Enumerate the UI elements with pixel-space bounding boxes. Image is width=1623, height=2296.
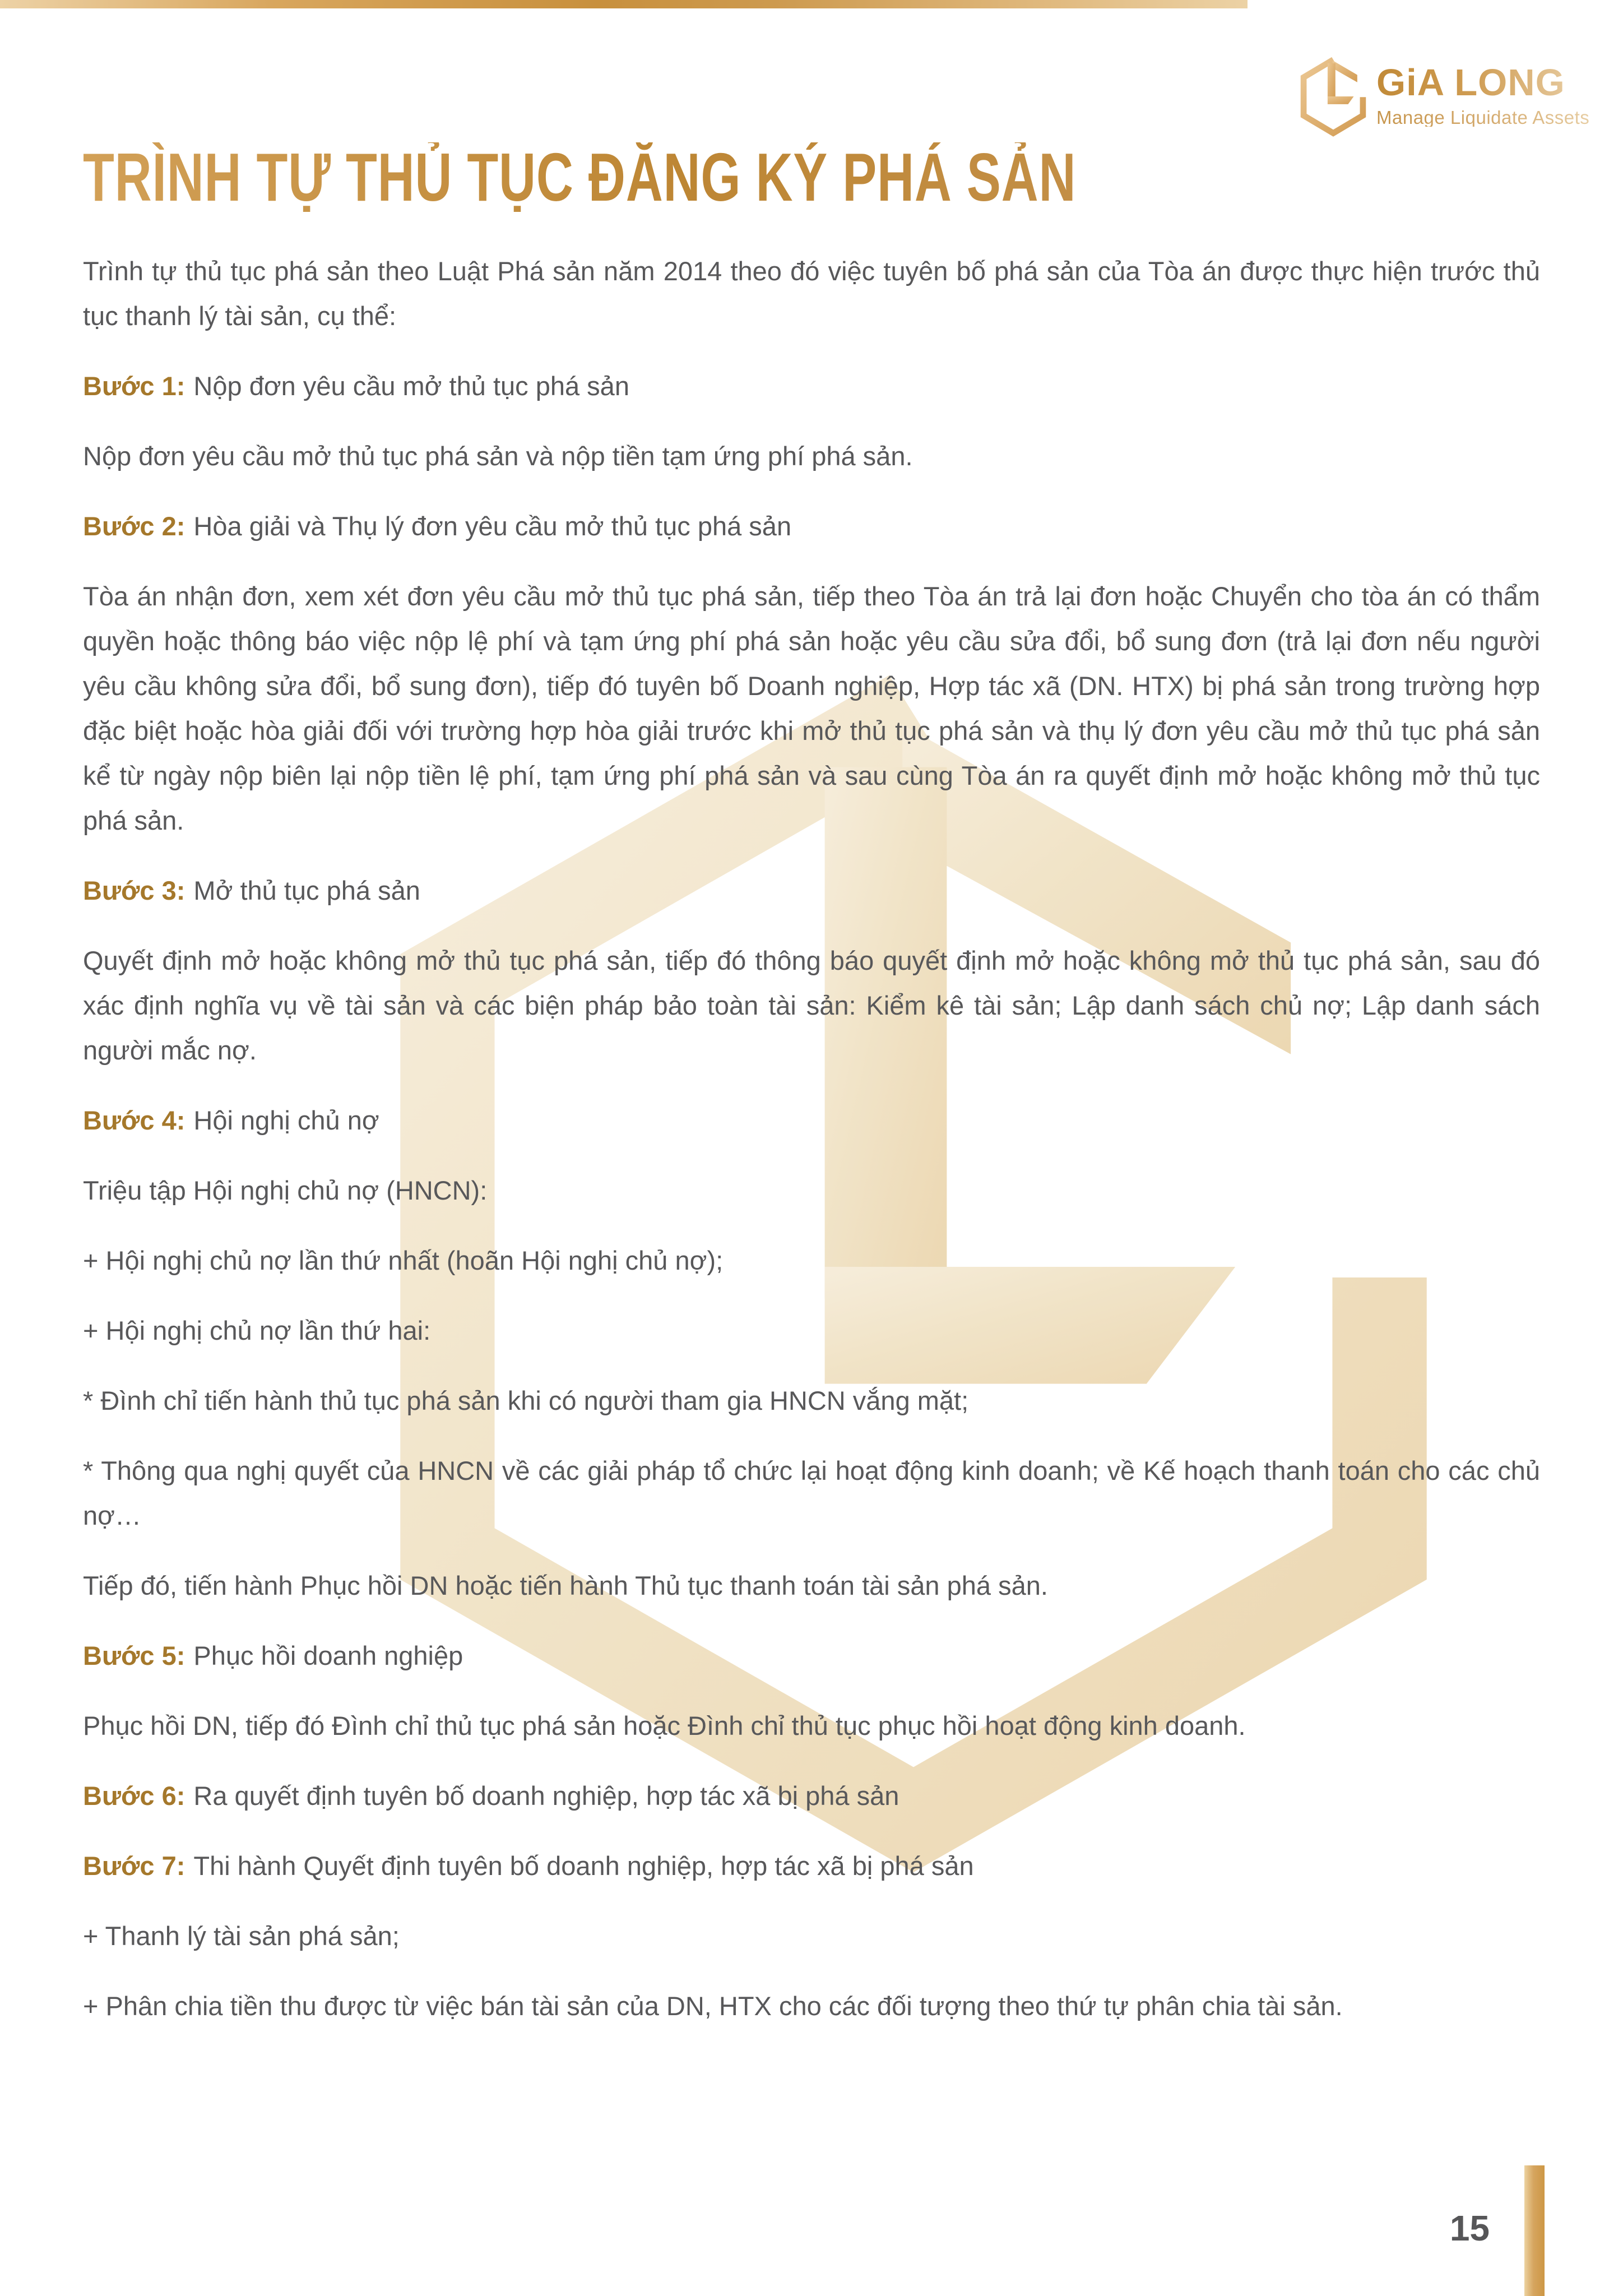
step-heading: [83, 1774, 1540, 1818]
block-text: Mở thủ tục phá sản: [193, 876, 420, 906]
paragraph: [83, 1238, 1540, 1283]
step-label: Bước 7:: [83, 1851, 186, 1881]
step-label: Bước 2:: [83, 511, 186, 541]
block-text: Hòa giải và Thụ lý đơn yêu cầu mở thủ tục phá sản: [193, 511, 792, 541]
page-number: 15: [1449, 2208, 1490, 2248]
block-text: Phục hồi doanh nghiệp: [193, 1641, 463, 1671]
block-text: Ra quyết định tuyên bố doanh nghiệp, hợp tác xã bị phá sản: [193, 1781, 899, 1811]
block-text: Tòa án nhận đơn, xem xét đơn yêu cầu mở thủ tục phá sản, tiếp theo Tòa án trả lại đơn hoặc Chuyển cho tòa án có thẩm quyền hoặc thông báo việc nộp lệ phí và tạm ứng phí phá sản hoặc yêu cầu sửa đổi, bổ sung đơn (trả lại đơn nếu người yêu cầu không sửa đổi, bổ sung đơn), tiếp đó tuyên bố Doanh nghiệp, Hợp tác xã (DN. HTX) bị phá sản trong trường hợp đặc biệt hoặc hòa giải đối với trường hợp hòa giải trước khi mở thủ tục phá sản và thụ lý đơn yêu cầu mở thủ tục phá sản kể từ ngày nộp biên lại nộp tiền lệ phí, tạm ứng phí phá sản và sau cùng Tòa án ra quyết định mở hoặc không mở thủ tục phá sản.: [83, 581, 1540, 836]
step-heading: [83, 504, 1540, 549]
step-label: Bước 6:: [83, 1781, 186, 1811]
paragraph: [83, 1984, 1540, 2029]
step-heading: [83, 1844, 1540, 1888]
block-text: Quyết định mở hoặc không mở thủ tục phá sản, tiếp đó thông báo quyết định mở hoặc không mở thủ tục phá sản, sau đó xác định nghĩa vụ về tài sản và các biện pháp bảo toàn tài sản: Kiểm kê tài sản; Lập danh sách chủ nợ; Lập danh sách người mắc nợ.: [83, 946, 1540, 1066]
block-text: * Đình chỉ tiến hành thủ tục phá sản khi có người tham gia HNCN vắng mặt;: [83, 1386, 969, 1416]
paragraph: [83, 1704, 1540, 1748]
paragraph: [83, 574, 1540, 843]
step-label: Bước 4:: [83, 1105, 186, 1136]
paragraph: [83, 1168, 1540, 1213]
block-text: + Thanh lý tài sản phá sản;: [83, 1921, 400, 1951]
step-heading: [83, 1633, 1540, 1678]
paragraph: [83, 1563, 1540, 1608]
paragraph: [83, 1448, 1540, 1538]
block-text: + Hội nghị chủ nợ lần thứ hai:: [83, 1316, 431, 1346]
block-text: + Phân chia tiền thu được từ việc bán tài sản của DN, HTX cho các đối tượng theo thứ tự phân chia tài sản.: [83, 1991, 1343, 2021]
block-text: Tiếp đó, tiến hành Phục hồi DN hoặc tiến hành Thủ tục thanh toán tài sản phá sản.: [83, 1571, 1048, 1601]
step-heading: [83, 1098, 1540, 1143]
block-text: Hội nghị chủ nợ: [193, 1105, 379, 1136]
paragraph: [83, 434, 1540, 479]
footer-accent-bar: [1524, 2165, 1545, 2296]
step-label: Bước 3:: [83, 876, 186, 906]
brand-name: GiA LONG: [1376, 64, 1589, 101]
step-heading: [83, 868, 1540, 913]
page-title: TRÌNH TỰ THỦ TỤC ĐĂNG KÝ PHÁ SẢN: [83, 142, 1176, 212]
brand-tagline: Manage Liquidate Assets: [1376, 107, 1590, 128]
paragraph: [83, 249, 1540, 339]
step-heading: [83, 364, 1540, 409]
block-text: Phục hồi DN, tiếp đó Đình chỉ thủ tục phá sản hoặc Đình chỉ thủ tục phục hồi hoạt động kinh doanh.: [83, 1711, 1246, 1741]
block-text: + Hội nghị chủ nợ lần thứ nhất (hoãn Hội nghị chủ nợ);: [83, 1246, 724, 1276]
step-label: Bước 5:: [83, 1641, 186, 1671]
step-label: Bước 1:: [83, 371, 186, 401]
block-text: Nộp đơn yêu cầu mở thủ tục phá sản: [193, 371, 629, 401]
paragraph: [83, 938, 1540, 1073]
paragraph: [83, 1914, 1540, 1959]
body-content: [83, 249, 1540, 2029]
block-text: Thi hành Quyết định tuyên bố doanh nghiệp, hợp tác xã bị phá sản: [193, 1851, 974, 1881]
block-text: * Thông qua nghị quyết của HNCN về các giải pháp tổ chức lại hoạt động kinh doanh; về Kế hoạch thanh toán cho các chủ nợ…: [83, 1456, 1540, 1531]
block-text: Nộp đơn yêu cầu mở thủ tục phá sản và nộp tiền tạm ứng phí phá sản.: [83, 441, 913, 471]
block-text: Trình tự thủ tục phá sản theo Luật Phá sản năm 2014 theo đó việc tuyên bố phá sản của Tòa án được thực hiện trước thủ tục thanh lý tài sản, cụ thể:: [83, 256, 1540, 331]
paragraph: [83, 1308, 1540, 1353]
block-text: Triệu tập Hội nghị chủ nợ (HNCN):: [83, 1175, 488, 1206]
paragraph: [83, 1378, 1540, 1423]
